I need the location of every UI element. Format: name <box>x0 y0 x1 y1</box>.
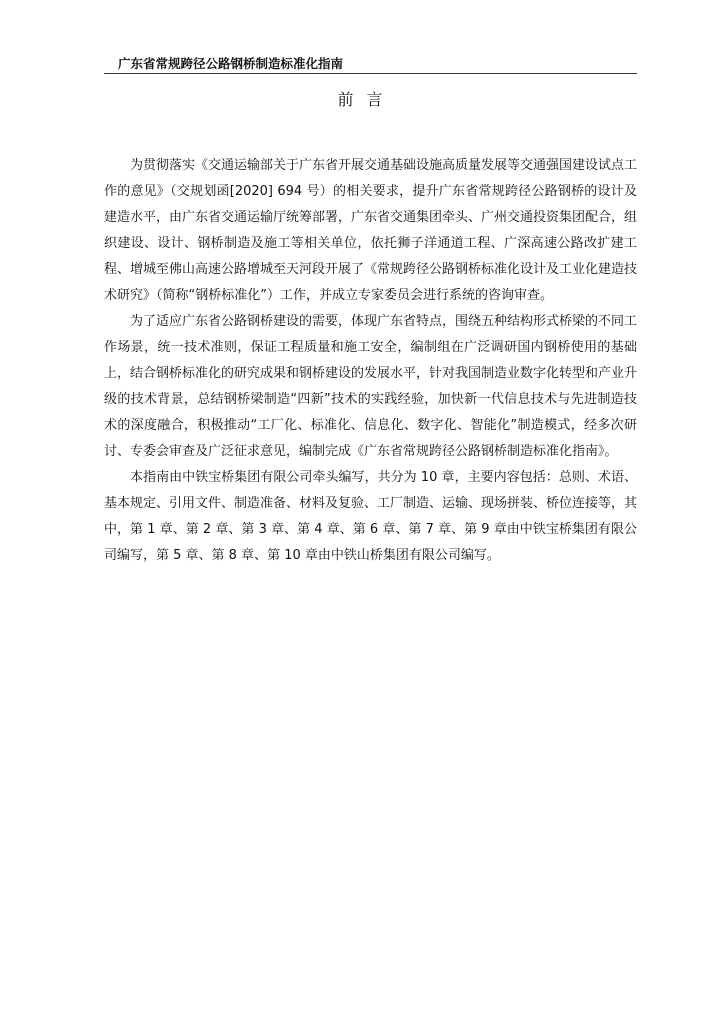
paragraph-2: 为了适应广东省公路钢桥建设的需要，体现广东省特点，围绕五种结构形式桥梁的不同工作场景，统一技术准则，保证工程质量和施工安全，编制组在广泛调研国内钢桥使用的基础上，结合钢桥标准化的研究成果和钢桥建设的发展水平，针对我国制造业数字化转型和产业升级的技术背景，总结钢桥梁制造“四新”技术的实践经验，加快新一代信息技术与先进制造技术的深度融合，积极推动“工厂化、标准化、信息化、数字化、智能化”制造模式，经多次研讨、专委会审查及广泛征求意见，编制完成《广东省常规跨径公路钢桥制造标准化指南》。 <box>104 314 638 459</box>
running-header <box>104 55 637 74</box>
paragraph-1: 为贯彻落实《交通运输部关于广东省开展交通基础设施高质量发展等交通强国建设试点工作的意见》（交规划函[2020] 694 号）的相关要求，提升广东省常规跨径公路钢桥的设计及建造水平，由广东省交通运输厅统筹部署，广东省交通集团牵头、广州交通投资集团配合，组织建设、设计、钢桥制造及施工等相关单位，依托狮子洋通道工程、广深高速公路改扩建工程、增城至佛山高速公路增城至天河段开展了《常规跨径公路钢桥标准化设计及工业化建造技术研究》（简称“钢桥标准化”）工作，并成立专家委员会进行系统的咨询审查。 <box>104 158 638 303</box>
running-header-title: 广东省常规跨径公路钢桥制造标准化指南 <box>118 56 344 71</box>
page-title: 前 言 <box>337 90 387 109</box>
preface-body <box>104 153 637 569</box>
paragraph-3: 本指南由中铁宝桥集团有限公司牵头编写，共分为 10 章，主要内容包括：总则、术语、基本规定、引用文件、制造准备、材料及复验、工厂制造、运输、现场拼装、桥位连接等，其中，第 1 章、第 2 章、第 3 章、第 4 章、第 6 章、第 7 章、第 9 章由中铁宝桥集团有限公司编写，第 5 章、第 8 章、第 10 章由中铁山桥集团有限公司编写。 <box>104 470 638 563</box>
